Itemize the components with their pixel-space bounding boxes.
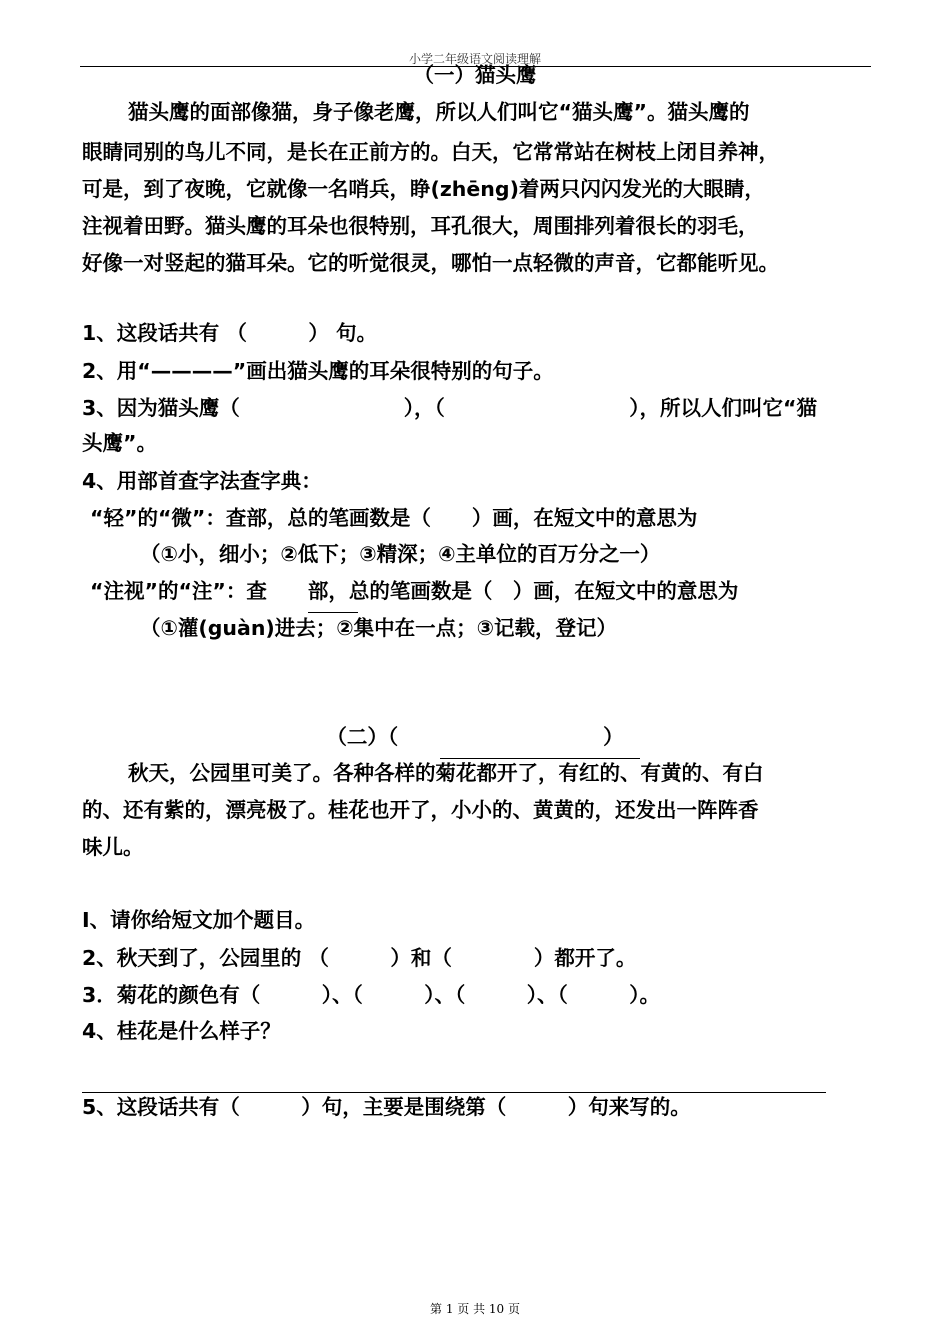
page-header: 小学二年级语文阅读理解: [408, 52, 541, 66]
passage-line: 的、还有紫的，漂亮极了。桂花也开了，小小的、黄黄的，还发出一阵阵香: [82, 798, 759, 822]
question: “注视”的“注”：查 部，总的笔画数是（ ）画，在短文中的意思为: [90, 579, 739, 603]
question: 4、桂花是什么样子？: [82, 1019, 281, 1043]
section-title: （二）（ ）: [326, 725, 624, 749]
question: 5、这段话共有（ ）句，主要是围绕第（ ）句来写的。: [82, 1095, 691, 1119]
answer-options: （①小，细小；②低下；③精深；④主单位的百万分之一）: [140, 542, 661, 566]
passage-line: 猫头鹰的面部像猫，身子像老鹰，所以人们叫它“猫头鹰”。猫头鹰的: [128, 100, 750, 124]
passage-line: 注视着田野。猫头鹰的耳朵也很特别，耳孔很大，周围排列着很长的羽毛，: [82, 214, 759, 238]
passage-line: 眼睛同别的鸟儿不同，是长在正前方的。白天，它常常站在树枝上闭目养神，: [82, 140, 779, 164]
question: 头鹰”。: [82, 431, 157, 455]
question: 3、因为猫头鹰（ ），（ ），所以人们叫它“猫: [82, 396, 817, 420]
question: 2、秋天到了，公园里的 （ ）和（ ）都开了。: [82, 946, 637, 970]
passage-line: 可是，到了夜晚，它就像一名哨兵，睁(zhēng)着两只闪闪发光的大眼睛，: [82, 177, 765, 201]
question: “轻”的“微”：查部，总的笔画数是（ ）画，在短文中的意思为: [90, 506, 698, 530]
passage-line: 秋天，公园里可美了。各种各样的菊花都开了，有红的、有黄的、有白: [128, 761, 764, 785]
question: 1、这段话共有 （ ） 句。: [82, 321, 378, 345]
page-footer: 第 1 页 共 10 页: [430, 1302, 520, 1316]
section-title: （一）猫头鹰: [413, 63, 537, 87]
passage-line: 好像一对竖起的猫耳朵。它的听觉很灵，哪怕一点轻微的声音，它都能听见。: [82, 251, 779, 275]
question: 3．菊花的颜色有（ ）、（ ）、（ ）、（ ）。: [82, 983, 661, 1007]
passage-line: 味儿。: [82, 835, 144, 859]
question: 4、用部首查字法查字典：: [82, 469, 322, 493]
question: 2、用“————”画出猫头鹰的耳朵很特别的句子。: [82, 359, 554, 383]
answer-options: （①灌(guàn)进去；②集中在一点；③记载，登记）: [140, 616, 618, 640]
question: I、请你给短文加个题目。: [82, 908, 316, 932]
